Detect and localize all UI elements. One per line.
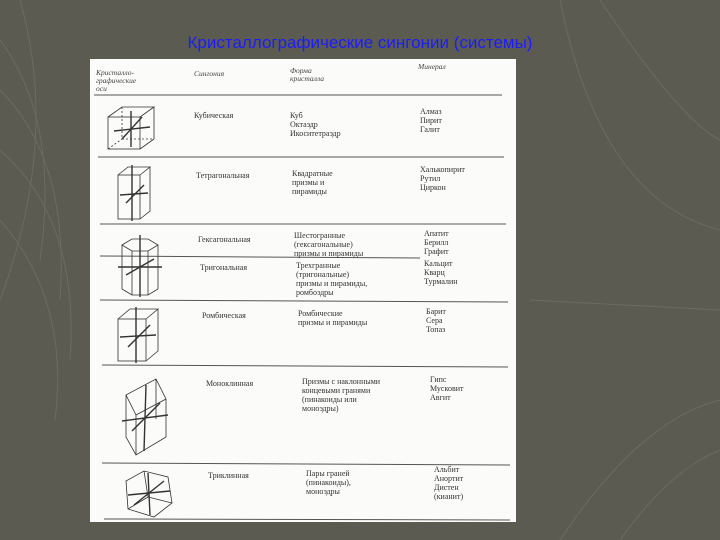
row-syngony: Кубическая — [194, 111, 234, 120]
header-mineral: Минерал — [418, 62, 446, 71]
header-form: Форма кристалла — [290, 66, 324, 83]
row-mineral: Гипс Мусковит Авгит — [430, 375, 464, 402]
row-mineral: Барит Сера Топаз — [426, 307, 446, 334]
row-form: Куб Октаэдр Икоситетраэдр — [290, 111, 341, 138]
row-form: Пары граней (пинакоиды), моноэдры — [306, 469, 351, 496]
row-syngony: Тетрагональная — [196, 171, 250, 180]
row-syngony: Тригональная — [200, 263, 247, 272]
row-mineral: Алмаз Пирит Галит — [420, 107, 442, 134]
hexagonal-crystal-figure — [114, 235, 166, 297]
row-mineral: Кальцит Кварц Турмалин — [424, 259, 458, 286]
syngony-table-image — [90, 59, 516, 522]
header-axes: Кристалло- графические оси — [96, 68, 137, 93]
slide-title: Кристаллографические сингонии (системы) — [187, 33, 533, 52]
header-syngony: Сингония — [194, 69, 225, 78]
row-syngony: Триклинная — [208, 471, 249, 480]
row-form: Трехгранные (тригональные) призмы и пирамиды, ромбоэдры — [296, 261, 368, 297]
row-form: Квадратные призмы и пирамиды — [292, 169, 333, 196]
rhombic-crystal-figure — [114, 305, 162, 365]
triclinic-crystal-figure — [120, 467, 176, 521]
tetragonal-crystal-figure — [114, 163, 154, 223]
row-mineral: Халькопирит Рутил Циркон — [420, 165, 465, 192]
row-syngony: Ромбическая — [202, 311, 246, 320]
cubic-crystal-figure — [104, 105, 160, 155]
row-mineral: Апатит Берилл Графит — [424, 229, 449, 256]
row-mineral: Альбит Анортит Дистен (кианит) — [434, 465, 464, 501]
row-syngony: Моноклинная — [206, 379, 254, 388]
monoclinic-crystal-figure — [116, 375, 172, 459]
row-form: Ромбические призмы и пирамиды — [298, 309, 368, 327]
row-syngony: Гексагональная — [198, 235, 251, 244]
row-form: Призмы с наклонными концевыми гранями (пинакоиды или моноэдры) — [302, 377, 381, 413]
row-form: Шестогранные (гексагональные) призмы и пирамиды — [294, 231, 364, 258]
